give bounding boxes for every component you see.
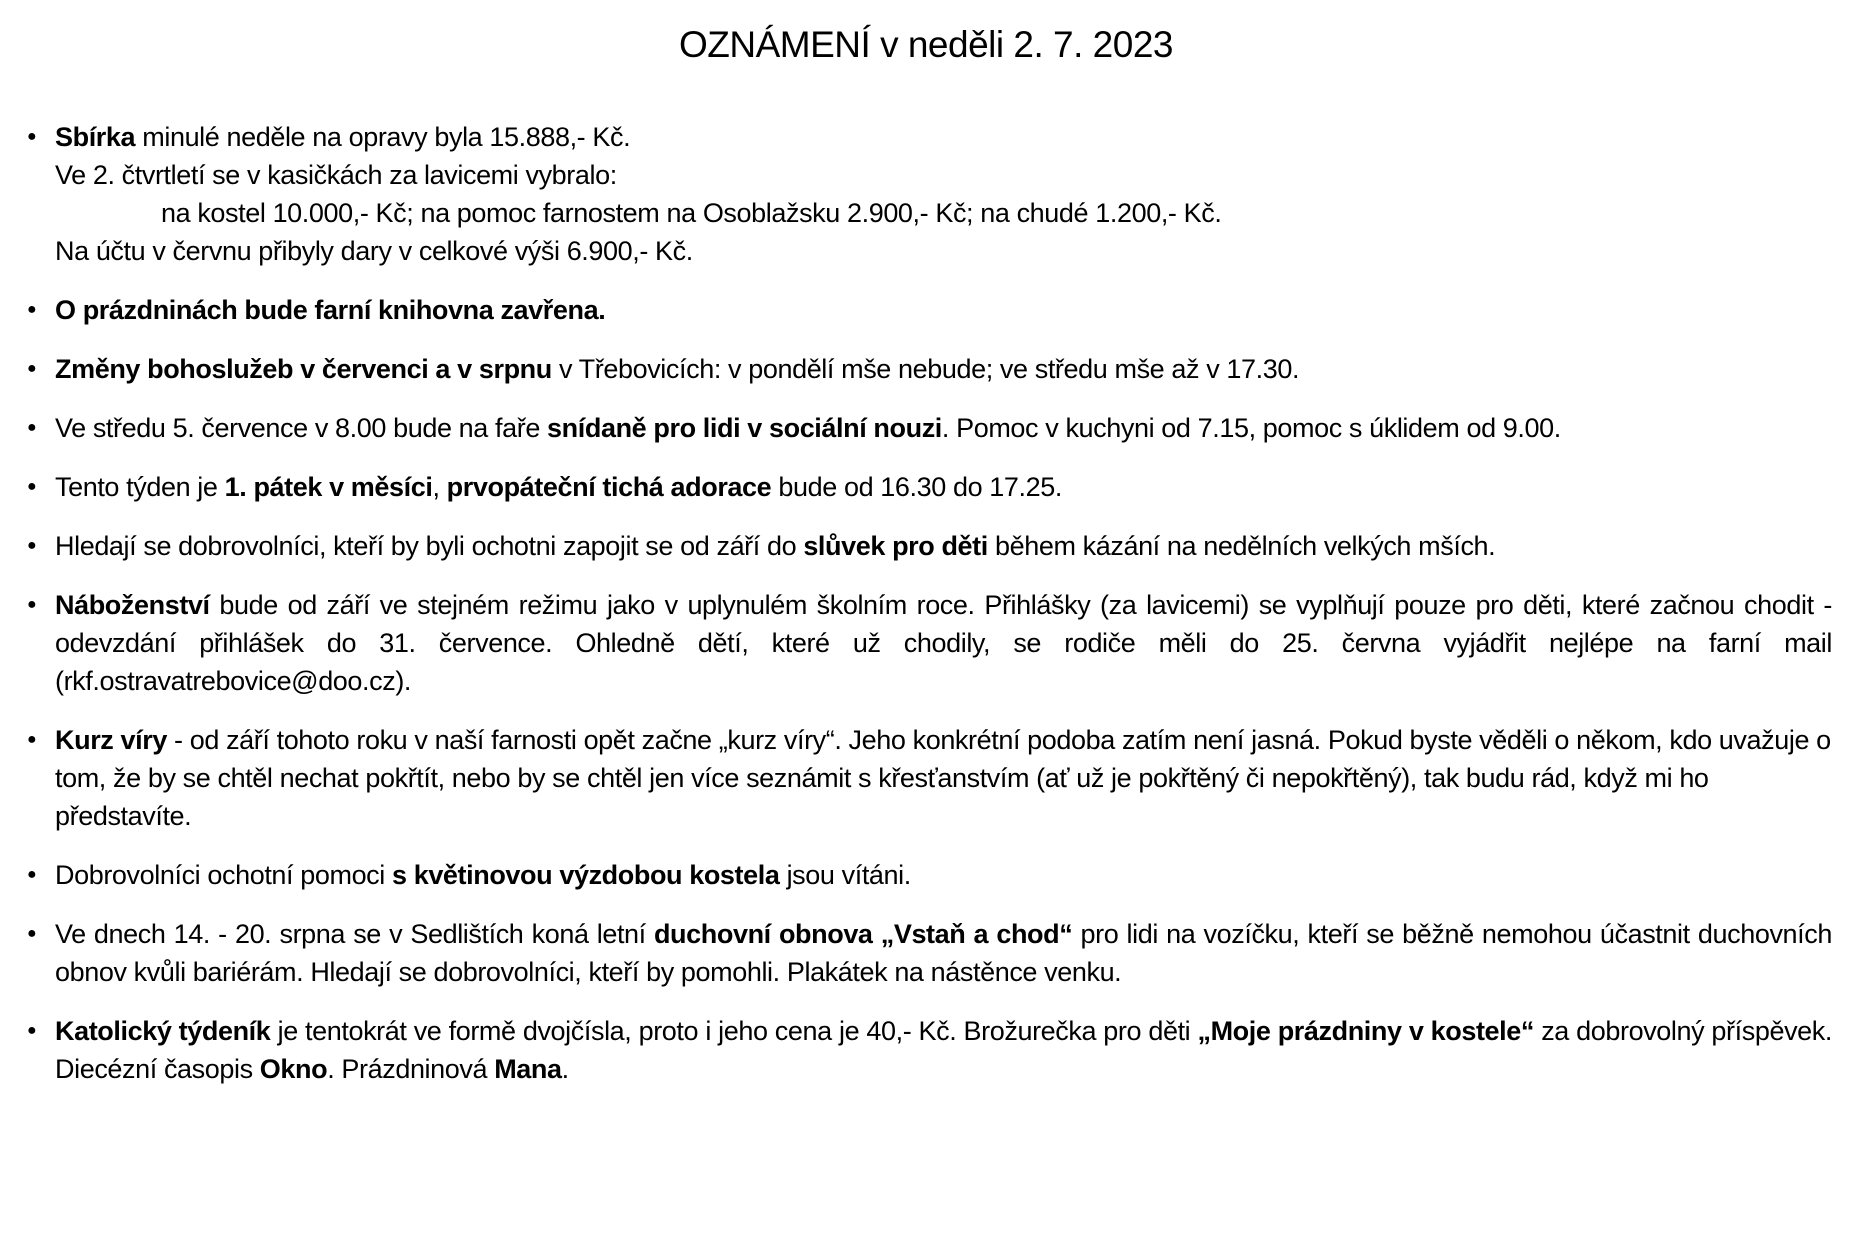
text-line [55, 291, 1832, 329]
text-run-bold: O prázdninách bude farní knihovna zavřena. [55, 295, 606, 325]
announcement-item [20, 856, 1832, 894]
text-run-bold: Náboženství [55, 590, 210, 620]
announcement-text [55, 527, 1832, 565]
announcement-text [55, 468, 1832, 506]
text-run-bold: Změny bohoslužeb v červenci a v srpnu [55, 354, 552, 384]
announcement-text [55, 721, 1832, 835]
announcement-item [20, 915, 1832, 991]
text-run: bude od 16.30 do 17.25. [771, 472, 1062, 502]
text-run: Ve dnech 14. - 20. srpna se v Sedlištích koná letní [55, 919, 654, 949]
announcement-text [55, 291, 1832, 329]
announcement-text [55, 1012, 1832, 1088]
text-line [55, 350, 1832, 388]
text-run: pro lidi na vozíčku, kteří se běžně nemohou účastnit duchovních obnov kvůli bariérám. Hledají se dobrovolníci, kteří by pomohli. Plakátek na nástěnce venku. [55, 919, 1832, 987]
text-run: Ve 2. čtvrtletí se v kasičkách za lavicemi vybralo: [55, 160, 617, 190]
text-run: bude od září ve stejném režimu jako v uplynulém školním roce. Přihlášky (za lavicemi) se vyplňují pouze pro děti, které začnou chodit - odevzdání přihlášek do 31. července. Ohledně dětí, které už chodily, se rodiče měli do 25. června vyjádřit nejlépe na farní mail (rkf.ostravatrebovice@doo.cz). [55, 590, 1832, 696]
bullet-icon: ● [27, 1022, 37, 1039]
text-line [55, 409, 1832, 447]
text-run-bold: Okno [259, 1054, 328, 1084]
announcement-text [55, 118, 1832, 270]
text-run: - od září tohoto roku v naší farnosti opět začne „kurz víry“. Jeho konkrétní podoba zatím není jasná. Pokud byste věděli o někom, kdo uvažuje o tom, že by se chtěl nechat pokřtít, nebo by se chtěl jen více seznámit s křesťanstvím (ať už je pokřtěný či nepokřtěný), tak budu rád, když mi ho představíte. [55, 725, 1831, 831]
text-run: jsou vítáni. [779, 860, 911, 890]
text-line [55, 915, 1832, 991]
page-title: OZNÁMENÍ v neděli 2. 7. 2023 [679, 24, 1173, 65]
announcement-item [20, 409, 1832, 447]
text-run-bold: s květinovou výzdobou kostela [391, 860, 780, 890]
text-line [55, 1012, 1832, 1088]
text-run: Tento týden je [55, 472, 225, 502]
text-run: . [561, 1054, 569, 1084]
announcement-item [20, 586, 1832, 700]
bullet-icon: ● [27, 537, 37, 554]
text-line [55, 194, 1832, 232]
announcement-list [20, 118, 1832, 1088]
text-run: Dobrovolníci ochotní pomoci [55, 860, 392, 890]
bullet-icon: ● [27, 866, 37, 883]
text-run-bold: prvopáteční tichá adorace [446, 472, 772, 502]
bullet-icon: ● [27, 731, 37, 748]
announcement-text [55, 915, 1832, 991]
bullet-icon: ● [27, 128, 37, 145]
text-run: minulé neděle na opravy byla 15.888,- Kč. [135, 122, 631, 152]
text-run-bold: Katolický týdeník [55, 1016, 271, 1046]
announcement-text [55, 350, 1832, 388]
text-run: Ve středu 5. července v 8.00 bude na faře [55, 413, 548, 443]
announcement-item [20, 118, 1832, 270]
text-run-bold: Kurz víry [55, 725, 167, 755]
text-line [55, 721, 1832, 835]
text-run-bold: Sbírka [55, 122, 136, 152]
announcement-text [55, 409, 1832, 447]
announcement-item [20, 527, 1832, 565]
text-line [55, 156, 1832, 194]
text-line [55, 232, 1832, 270]
announcement-text [55, 586, 1832, 700]
text-run: je tentokrát ve formě dvojčísla, proto i jeho cena je 40,- Kč. Brožurečka pro děti [270, 1016, 1198, 1046]
text-run-bold: snídaně pro lidi v sociální nouzi [547, 413, 942, 443]
text-run: za dobrovolný příspěvek. Diecézní časopis [55, 1016, 1832, 1084]
announcement-item [20, 468, 1832, 506]
text-run: . Pomoc v kuchyni od 7.15, pomoc s úklidem od 9.00. [941, 413, 1561, 443]
bullet-icon: ● [27, 419, 37, 436]
text-run-bold: 1. pátek v měsíci [224, 472, 433, 502]
announcement-item [20, 1012, 1832, 1088]
bullet-icon: ● [27, 478, 37, 495]
text-line [55, 468, 1832, 506]
text-line [55, 856, 1832, 894]
text-run: Na účtu v červnu přibyly dary v celkové výši 6.900,- Kč. [55, 236, 693, 266]
announcement-item [20, 291, 1832, 329]
text-run: v Třebovicích: v pondělí mše nebude; ve středu mše až v 17.30. [551, 354, 1300, 384]
bullet-icon: ● [27, 925, 37, 942]
text-line [55, 527, 1832, 565]
announcement-item [20, 721, 1832, 835]
bullet-icon: ● [27, 360, 37, 377]
text-run: během kázání na nedělních velkých mších. [987, 531, 1496, 561]
bullet-icon: ● [27, 301, 37, 318]
announcement-item [20, 350, 1832, 388]
text-run-bold: duchovní obnova „Vstaň a chod“ [653, 919, 1073, 949]
text-run-bold: slůvek pro děti [803, 531, 988, 561]
announcement-text [55, 856, 1832, 894]
text-run: . Prázdninová [327, 1054, 495, 1084]
text-run: na kostel 10.000,- Kč; na pomoc farnostem na Osoblažsku 2.900,- Kč; na chudé 1.200,- Kč. [161, 198, 1222, 228]
text-run-bold: Mana [494, 1054, 562, 1084]
bullet-icon: ● [27, 596, 37, 613]
text-line [55, 118, 1832, 156]
text-run: , [432, 472, 447, 502]
text-run: Hledají se dobrovolníci, kteří by byli ochotni zapojit se od září do [55, 531, 804, 561]
text-line [55, 586, 1832, 700]
text-run-bold: „Moje prázdniny v kostele“ [1197, 1016, 1534, 1046]
